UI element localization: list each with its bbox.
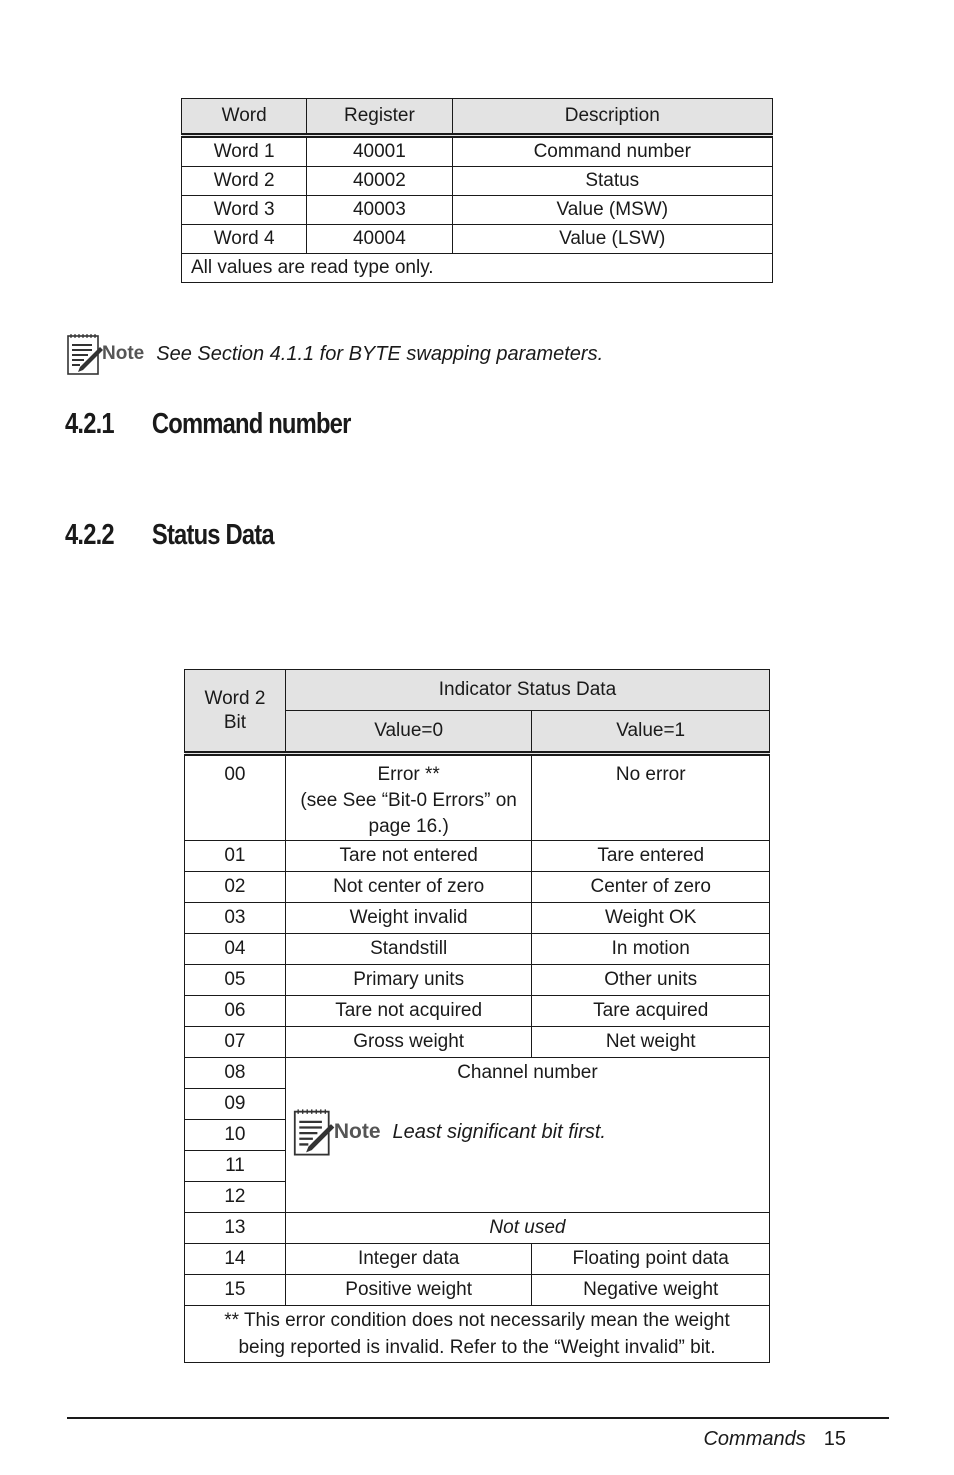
cell-description: Value (MSW) xyxy=(452,196,773,225)
cell-value1: Other units xyxy=(532,965,770,996)
note-icon xyxy=(66,331,104,377)
cell-register: 40001 xyxy=(307,136,452,167)
cell-value1: In motion xyxy=(532,934,770,965)
col-header-register: Register xyxy=(307,99,452,136)
page-number: 15 xyxy=(823,1428,846,1450)
note-label: Note xyxy=(333,1120,381,1143)
footnote-line: being reported is invalid. Refer to the “Weight invalid” bit. xyxy=(238,1337,716,1358)
cell-value0: Not center of zero xyxy=(285,872,532,903)
table-row xyxy=(185,1275,770,1306)
page-footer xyxy=(703,1428,846,1451)
note-label: Note xyxy=(102,343,145,364)
channel-number-cell xyxy=(285,1058,769,1213)
cell-register: 40004 xyxy=(307,225,452,254)
table-row xyxy=(185,754,770,841)
table-row xyxy=(185,1058,770,1089)
cell-description: Status xyxy=(452,167,773,196)
cell-register: 40002 xyxy=(307,167,452,196)
cell-value1: Center of zero xyxy=(532,872,770,903)
channel-number-label: Channel number xyxy=(457,1062,598,1083)
status-data-table xyxy=(184,669,770,1363)
section-heading-status-data xyxy=(65,519,274,552)
cell-value1: Negative weight xyxy=(532,1275,770,1306)
cell-word: Word 2 xyxy=(182,167,307,196)
error-label: Error ** xyxy=(377,764,440,785)
cell-description: Value (LSW) xyxy=(452,225,773,254)
table-row xyxy=(185,934,770,965)
cell-bit: 08 xyxy=(185,1058,286,1089)
table-row xyxy=(185,841,770,872)
cell-bit: 09 xyxy=(185,1089,286,1120)
cell-bit: 10 xyxy=(185,1120,286,1151)
cell-bit: 04 xyxy=(185,934,286,965)
table-row xyxy=(182,225,773,254)
section-number: 4.2.2 xyxy=(65,519,114,551)
cell-description: Command number xyxy=(452,136,773,167)
note-text: See Section 4.1.1 for BYTE swapping parameters. xyxy=(156,342,604,365)
cell-bit: 01 xyxy=(185,841,286,872)
cell-value1: Net weight xyxy=(532,1027,770,1058)
table-row xyxy=(185,872,770,903)
cell-word: Word 4 xyxy=(182,225,307,254)
section-title: Status Data xyxy=(151,519,274,551)
cell-value0: Primary units xyxy=(285,965,532,996)
cell-value1: Weight OK xyxy=(532,903,770,934)
col-header-description: Description xyxy=(452,99,773,136)
channel-note xyxy=(292,1106,606,1158)
table-row xyxy=(185,996,770,1027)
footnote-line: ** This error condition does not necessarily mean the weight xyxy=(224,1310,730,1331)
cell-value0 xyxy=(285,754,532,841)
cell-value0: Weight invalid xyxy=(285,903,532,934)
cell-bit: 00 xyxy=(185,754,286,841)
cell-value0: Gross weight xyxy=(285,1027,532,1058)
section-heading-command-number xyxy=(65,408,351,441)
cell-value0: Tare not acquired xyxy=(285,996,532,1027)
table-row xyxy=(185,903,770,934)
cell-word: Word 3 xyxy=(182,196,307,225)
cell-bit: 03 xyxy=(185,903,286,934)
col-header-value1: Value=1 xyxy=(532,711,770,754)
cell-word: Word 1 xyxy=(182,136,307,167)
table-row xyxy=(182,136,773,167)
error-reference: (see See “Bit-0 Errors” on xyxy=(300,790,517,811)
note-icon xyxy=(292,1106,336,1158)
cell-bit: 14 xyxy=(185,1244,286,1275)
footer-section: Commands xyxy=(703,1428,806,1450)
cell-value0: Integer data xyxy=(285,1244,532,1275)
cell-value1: Tare acquired xyxy=(532,996,770,1027)
section-title: Command number xyxy=(151,408,351,440)
col-header-bit: Word 2 Bit xyxy=(185,670,286,754)
cell-value0: Positive weight xyxy=(285,1275,532,1306)
cell-bit: 12 xyxy=(185,1182,286,1213)
table-row xyxy=(185,1213,770,1244)
col-header-value0: Value=0 xyxy=(285,711,532,754)
cell-value1: Floating point data xyxy=(532,1244,770,1275)
cell-value1: Tare entered xyxy=(532,841,770,872)
cell-bit: 11 xyxy=(185,1151,286,1182)
table-row xyxy=(182,167,773,196)
cell-bit: 07 xyxy=(185,1027,286,1058)
footer-rule xyxy=(67,1417,889,1419)
cell-register: 40003 xyxy=(307,196,452,225)
register-table xyxy=(181,98,773,283)
table-footer-note: All values are read type only. xyxy=(182,254,773,283)
cell-value0: Standstill xyxy=(285,934,532,965)
cell-bit: 02 xyxy=(185,872,286,903)
not-used-cell: Not used xyxy=(285,1213,769,1244)
table-row xyxy=(182,196,773,225)
table-row xyxy=(185,1027,770,1058)
col-header-word: Word xyxy=(182,99,307,136)
error-reference-page: page 16.) xyxy=(368,816,449,837)
table-footnote xyxy=(185,1306,770,1363)
table-row xyxy=(185,1244,770,1275)
cell-bit: 13 xyxy=(185,1213,286,1244)
table-row xyxy=(185,965,770,996)
byte-swap-note xyxy=(66,331,603,377)
note-text: Least significant bit first. xyxy=(392,1120,606,1143)
cell-value1: No error xyxy=(532,754,770,841)
cell-bit: 06 xyxy=(185,996,286,1027)
cell-bit: 05 xyxy=(185,965,286,996)
col-header-group: Indicator Status Data xyxy=(285,670,769,711)
cell-value0: Tare not entered xyxy=(285,841,532,872)
section-number: 4.2.1 xyxy=(65,408,114,440)
cell-bit: 15 xyxy=(185,1275,286,1306)
